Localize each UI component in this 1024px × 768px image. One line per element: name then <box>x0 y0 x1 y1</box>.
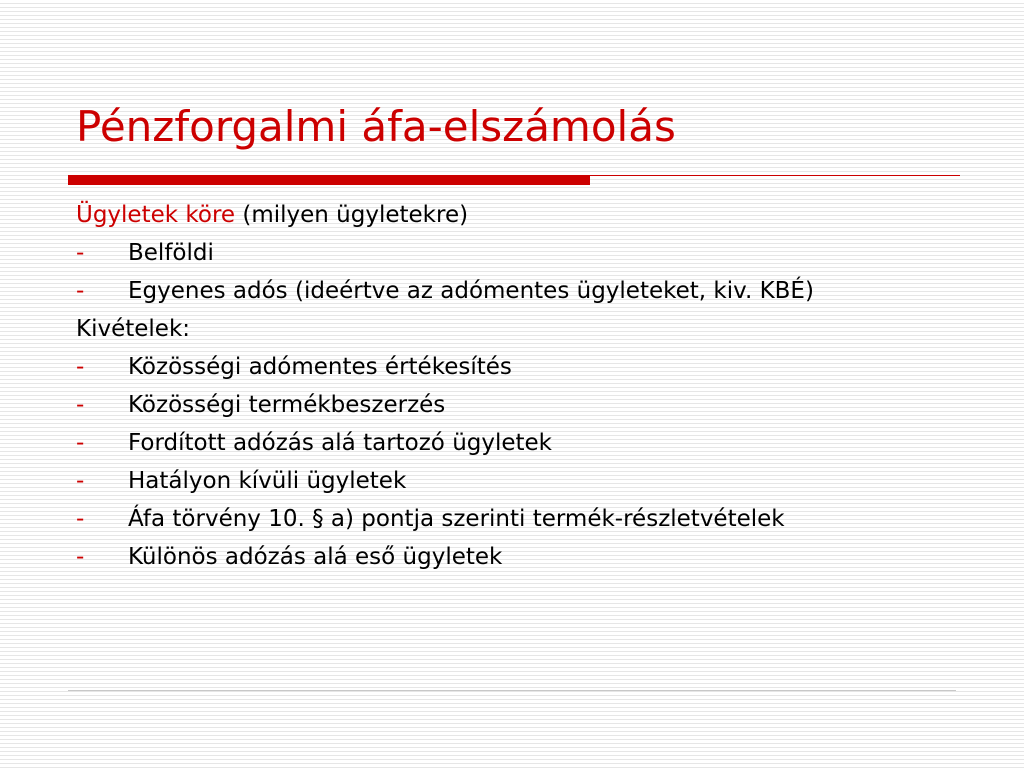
list-item <box>76 391 956 420</box>
list-item-text: Hatályon kívüli ügyletek <box>128 468 407 494</box>
exceptions-heading: Kivételek: <box>76 316 191 342</box>
footer-rule <box>68 690 956 691</box>
dash-bullet-icon: - <box>76 354 85 380</box>
list-item-text: Fordított adózás alá tartozó ügyletek <box>128 430 553 456</box>
slide-title: Pénzforgalmi áfa-elszámolás <box>76 102 676 151</box>
dash-bullet-icon: - <box>76 392 85 418</box>
dash-bullet-icon: - <box>76 430 85 456</box>
slide-body <box>76 201 956 581</box>
title-underline-bar <box>68 175 590 185</box>
list-item-text: Egyenes adós (ideértve az adómentes ügyleteket, kiv. KBÉ) <box>128 278 814 304</box>
list-item-text: Különös adózás alá eső ügyletek <box>128 544 503 570</box>
list-item <box>76 543 956 572</box>
list-item <box>76 467 956 496</box>
title-underline-rule <box>590 175 960 176</box>
list-item <box>76 429 956 458</box>
dash-bullet-icon: - <box>76 278 85 304</box>
list-item <box>76 353 956 382</box>
list-item <box>76 277 956 306</box>
scope-heading-rest: (milyen ügyletekre) <box>235 202 469 228</box>
dash-bullet-icon: - <box>76 468 85 494</box>
list-item-text: Közösségi adómentes értékesítés <box>128 354 512 380</box>
scope-heading-highlight: Ügyletek köre <box>76 202 236 228</box>
dash-bullet-icon: - <box>76 544 85 570</box>
dash-bullet-icon: - <box>76 506 85 532</box>
dash-bullet-icon: - <box>76 240 85 266</box>
list-item-text: Közösségi termékbeszerzés <box>128 392 446 418</box>
list-item-text: Áfa törvény 10. § a) pontja szerinti termék-részletvételek <box>128 506 785 532</box>
list-item <box>76 239 956 268</box>
scope-heading <box>76 201 956 230</box>
list-item <box>76 505 956 534</box>
list-item-text: Belföldi <box>128 240 214 266</box>
